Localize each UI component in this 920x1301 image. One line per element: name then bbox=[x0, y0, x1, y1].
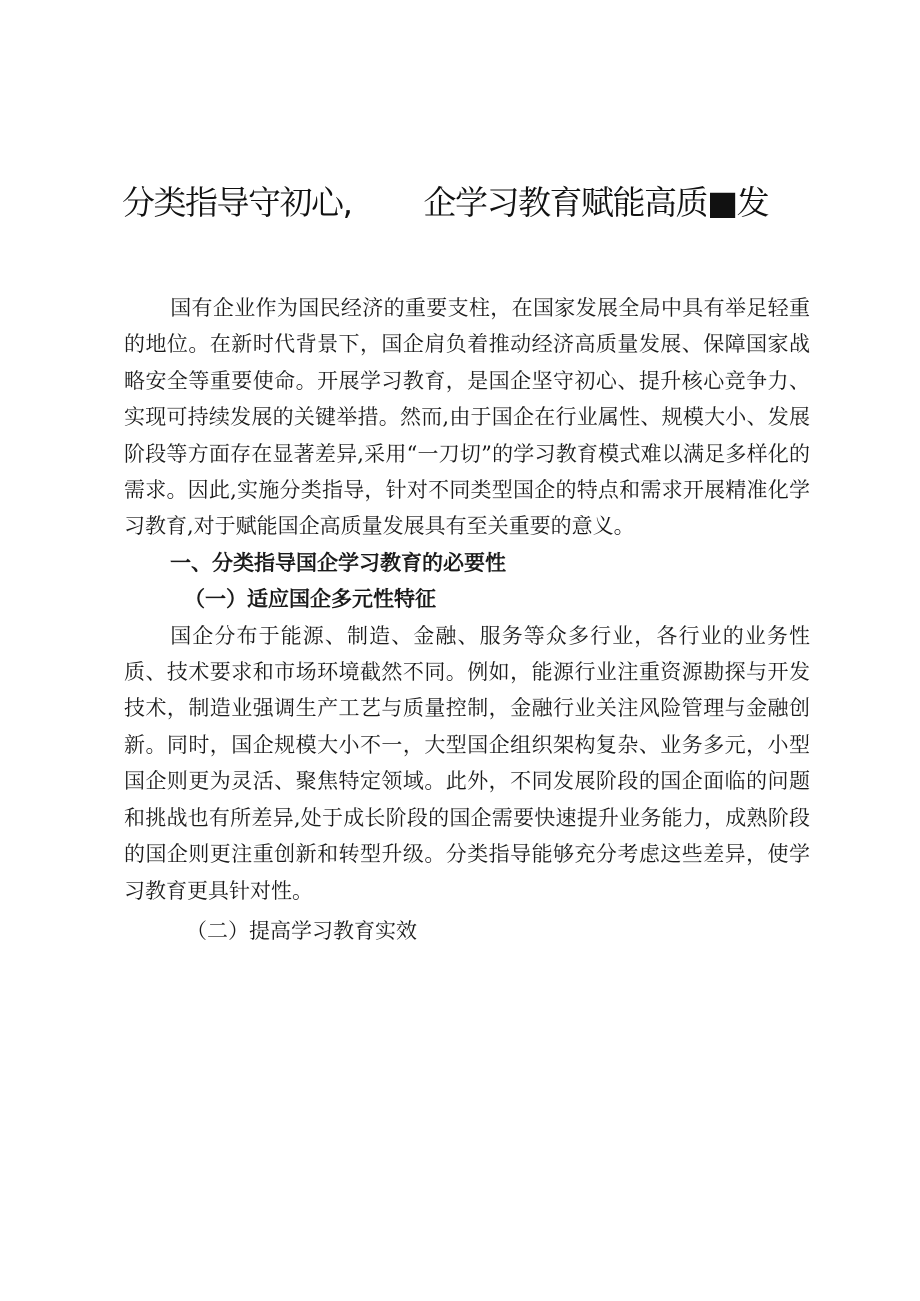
document-title bbox=[122, 180, 802, 226]
document-body bbox=[124, 290, 810, 949]
subsection-1-heading: （一）适应国企多元性特征 bbox=[184, 587, 436, 612]
intro-paragraph: 国有企业作为国民经济的重要支柱，在国家发展全局中具有举足轻重的地位。在新时代背景下，国企肩负着推动经济高质量发展、保障国家战略安全等重要使命。开展学习教育，是国企坚守初心、提升核心竞争力、实现可持续发展的关键举措。然而,由于国企在行业属性、规模大小、发展阶段等方面存在显著差异,采用“一刀切”的学习教育模式难以满足多样化的需求。因此,实施分类指导，针对不同类型国企的特点和需求开展精准化学习教育,对于赋能国企高质量发展具有至关重要的意义。 bbox=[124, 296, 810, 539]
subsection-2-heading: （二）提高学习教育实效 bbox=[186, 918, 417, 943]
section-1-heading: 一、分类指导国企学习教育的必要性 bbox=[170, 550, 506, 575]
title-part-2: 企学习教育赋能高质■发 bbox=[423, 183, 769, 222]
subsection-1-paragraph: 国企分布于能源、制造、金融、服务等众多行业，各行业的业务性质、技术要求和市场环境截然不同。例如，能源行业注重资源勘探与开发技术，制造业强调生产工艺与质量控制，金融行业关注风险管理与金融创新。同时，国企规模大小不一，大型国企组织架构复杂、业务多元，小型国企则更为灵活、聚焦特定领域。此外，不同发展阶段的国企面临的问题和挑战也有所差异,处于成长阶段的国企需要快速提升业务能力，成熟阶段的国企则更注重创新和转型升级。分类指导能够充分考虑这些差异，使学习教育更具针对性。 bbox=[124, 623, 810, 903]
title-part-1: 分类指导守初心, bbox=[122, 183, 352, 222]
